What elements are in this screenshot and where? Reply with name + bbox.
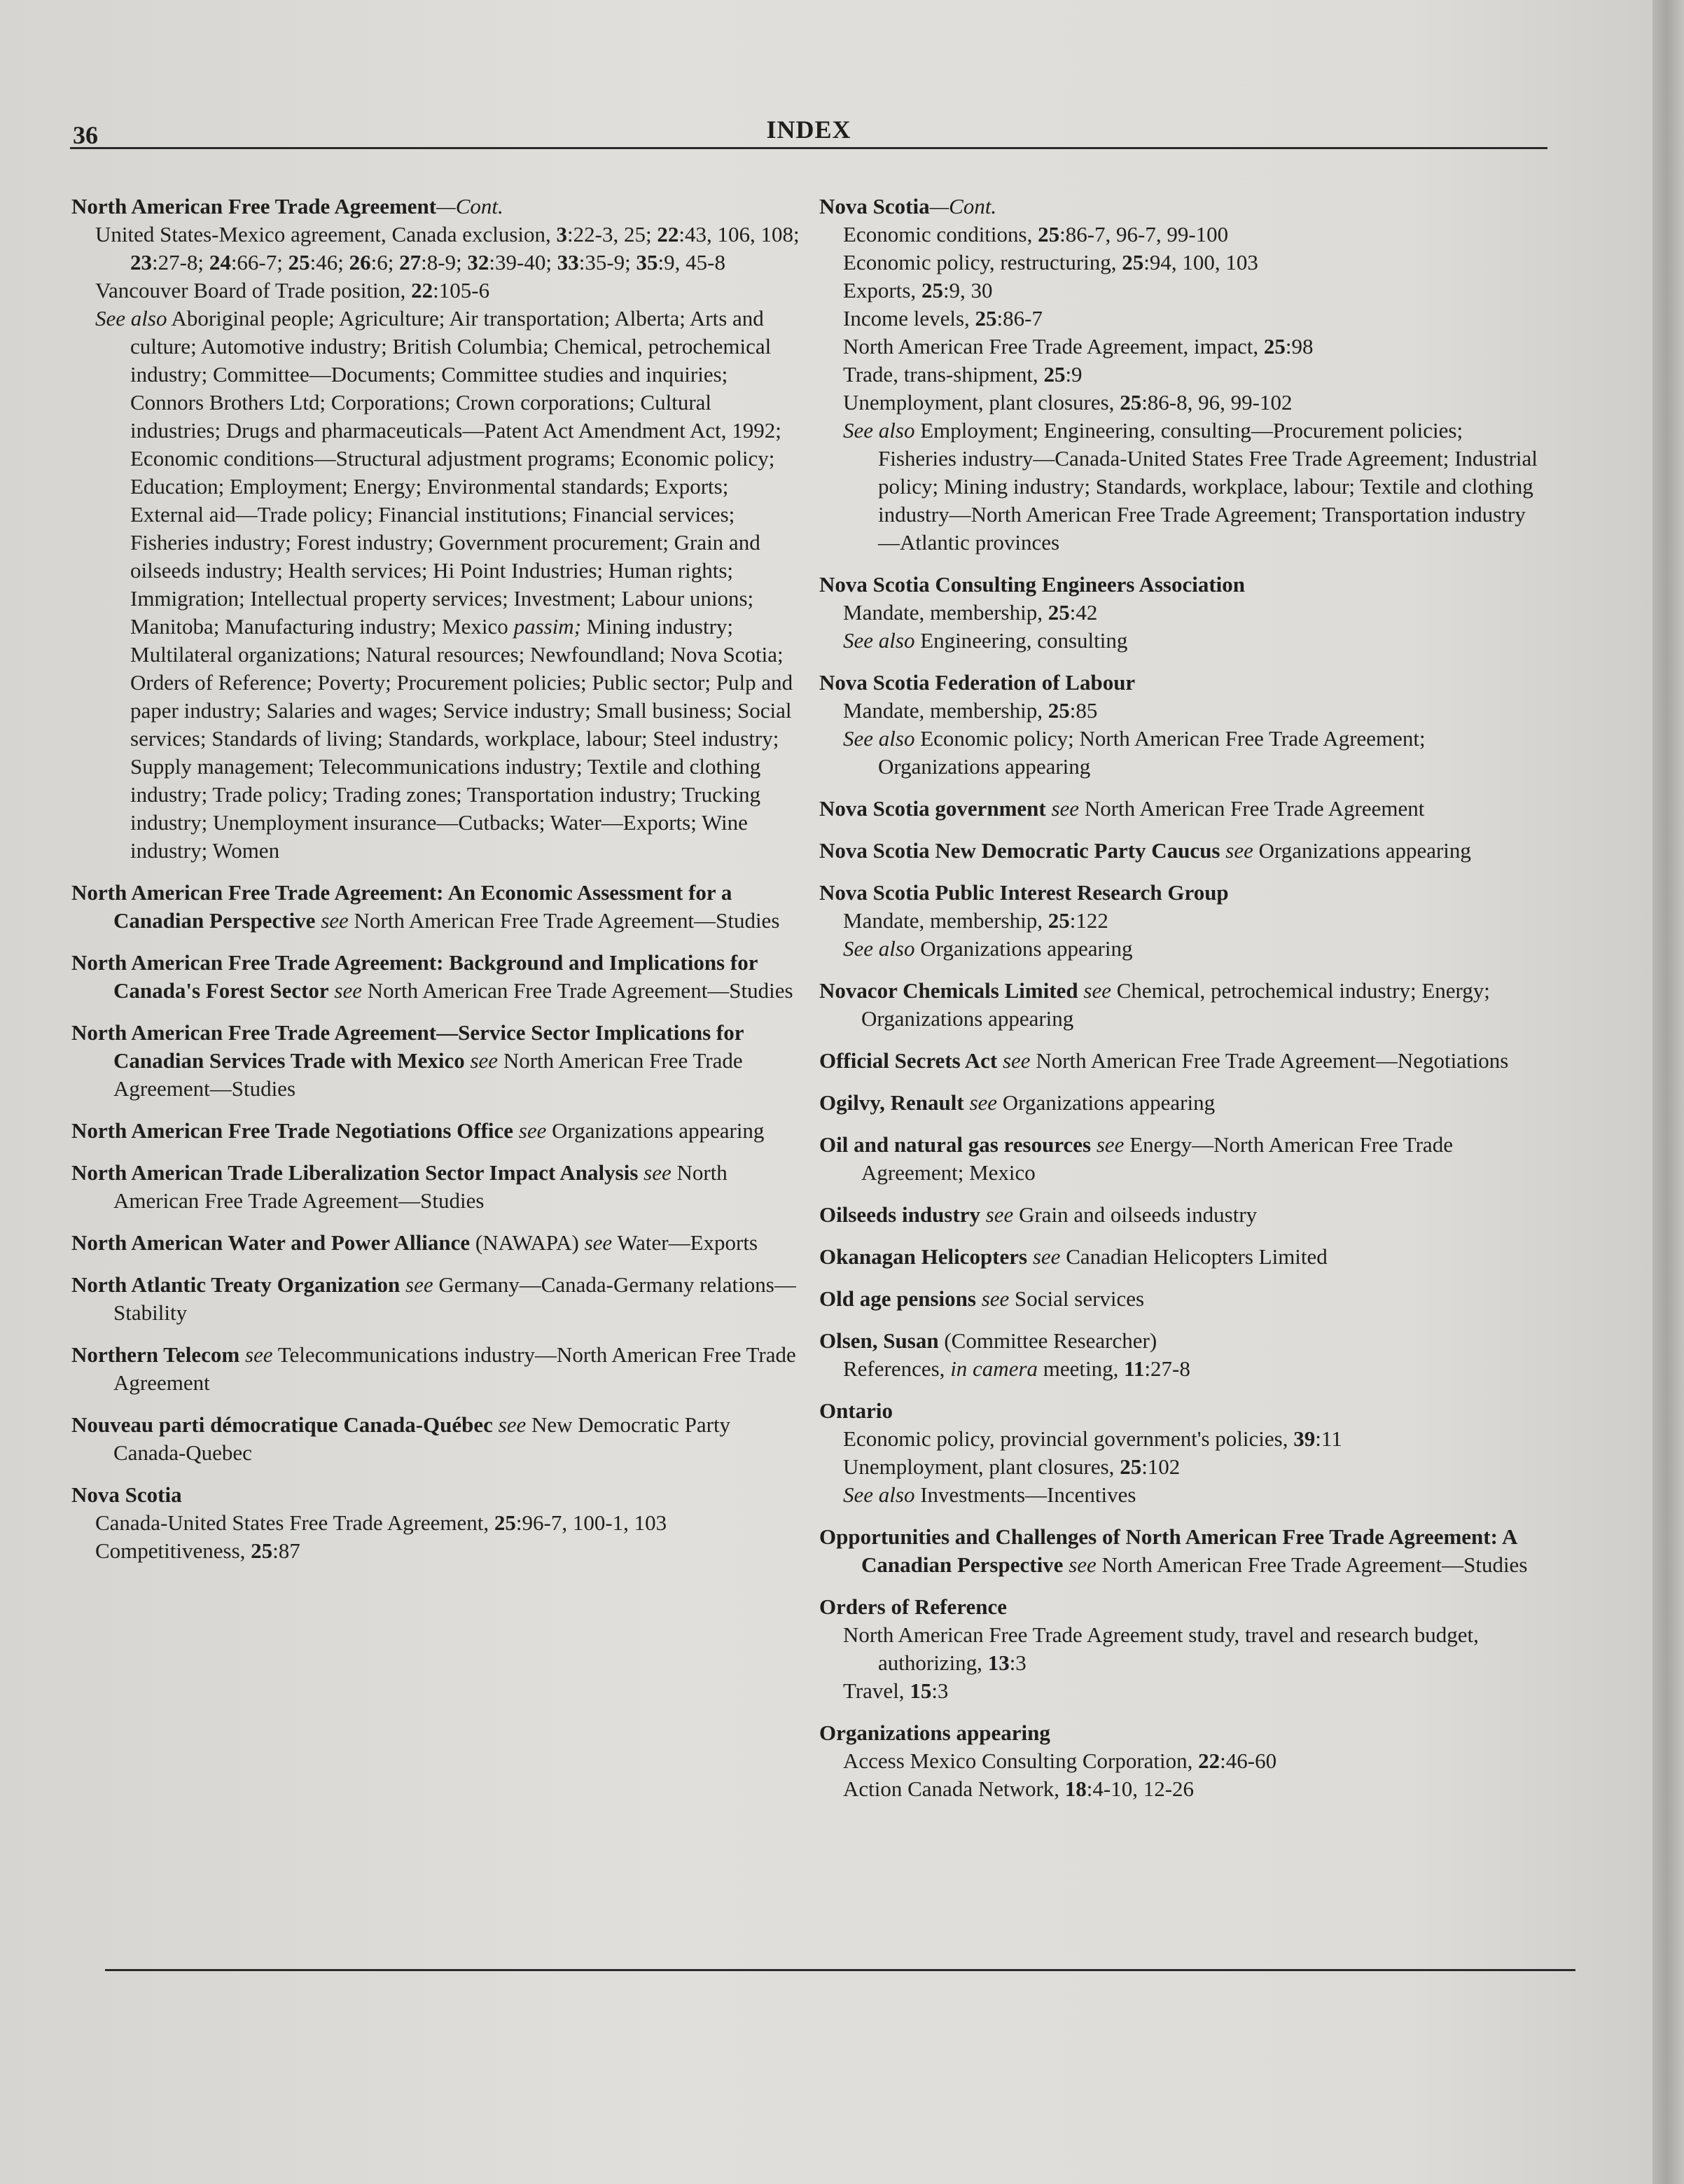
subentry-text: :8-9; <box>421 250 468 274</box>
entry-term: North American Free Trade Agreement: Background and Implications for Canada's Forest Sector <box>71 950 758 1003</box>
issue-number: 35 <box>636 250 658 274</box>
entry-term: North Atlantic Treaty Organization <box>71 1272 401 1297</box>
entry-heading <box>71 1341 803 1397</box>
subentry-text: :27-8; <box>152 250 209 274</box>
issue-number: 26 <box>349 250 371 274</box>
entry-term: North American Free Trade Agreement—Service Sector Implications for Canadian Services Trade with Mexico <box>71 1020 744 1073</box>
subentry-text: Mining industry; Multilateral organizations; Natural resources; Newfoundland; Nova Scotia; Orders of Reference; Poverty; Procurement policies; Public sector; Pulp and paper industry; Salaries and wages; Service industry; Small business; Social services; Standards of living; Standards, workplace, labour; Steel industry; Supply management; Telecommunications industry; Textile and clothing industry; Trade policy; Trading zones; Transportation industry; Trucking industry; Unemployment insurance—Cutbacks; Water—Exports; Wine industry; Women <box>130 614 793 863</box>
subentry-text: :96-7, 100-1, 103 <box>515 1510 667 1535</box>
index-entry <box>819 193 1540 557</box>
entry-heading <box>819 977 1540 1033</box>
entry-subheading <box>819 1621 1540 1677</box>
index-entry <box>71 1159 803 1215</box>
italic-text: See also <box>843 628 915 653</box>
index-entry <box>71 1117 803 1145</box>
entry-term: Nova Scotia Public Interest Research Group <box>819 880 1229 905</box>
entry-heading <box>819 1243 1540 1271</box>
subentry-text: :43, 106, 108; <box>679 222 800 246</box>
subentry-text: :27-8 <box>1144 1356 1190 1381</box>
entry-subheading <box>819 333 1540 361</box>
issue-number: 25 <box>494 1510 516 1535</box>
index-entry <box>71 193 803 865</box>
entry-heading <box>71 1019 803 1103</box>
italic-text: See also <box>843 726 915 751</box>
see-reference-label: see <box>470 1048 499 1073</box>
italic-text: passim; <box>513 614 582 639</box>
entry-heading <box>819 571 1540 599</box>
subentry-text: :86-8, 96, 99-102 <box>1141 390 1293 415</box>
see-reference-target: North American Free Trade Agreement—Studies <box>367 978 793 1003</box>
issue-number: 33 <box>557 250 579 274</box>
see-reference-target: New Democratic Party Canada-Quebec <box>113 1412 731 1465</box>
entry-subheading <box>71 305 803 865</box>
subentry-text: North American Free Trade Agreement study, travel and research budget, authorizing, <box>843 1622 1479 1675</box>
subentry-text: Action Canada Network, <box>843 1776 1065 1801</box>
entry-term: Nova Scotia <box>819 194 930 218</box>
subentry-text: Access Mexico Consulting Corporation, <box>843 1748 1199 1773</box>
entry-term: Nova Scotia Federation of Labour <box>819 670 1136 695</box>
entry-subheading <box>819 277 1540 305</box>
issue-number: 18 <box>1064 1776 1087 1801</box>
entry-term: North American Trade Liberalization Sector Impact Analysis <box>71 1160 639 1185</box>
entry-note: (Committee Researcher) <box>938 1328 1157 1353</box>
subentry-text: :6; <box>370 250 400 274</box>
subentry-text: Employment; Engineering, consulting—Procurement policies; Fisheries industry—Canada-United States Free Trade Agreement; Industrial policy; Mining industry; Standards, workplace, labour; Textile and clothing industry—North American Free Trade Agreement; Transportation industry—Atlantic provinces <box>878 418 1538 555</box>
page-edge <box>1652 0 1684 2184</box>
page-number: 36 <box>73 121 98 149</box>
entry-heading <box>71 879 803 935</box>
entry-heading <box>71 1271 803 1327</box>
subentry-text: :102 <box>1141 1454 1181 1479</box>
issue-number: 13 <box>987 1650 1010 1675</box>
see-reference-label: see <box>1225 838 1253 863</box>
entry-heading <box>819 1523 1540 1579</box>
subentry-text: Canada-United States Free Trade Agreement, <box>95 1510 494 1535</box>
index-entry <box>819 571 1540 655</box>
see-reference-target: Energy—North American Free Trade Agreement; Mexico <box>861 1132 1453 1185</box>
subentry-text: United States-Mexico agreement, Canada exclusion, <box>95 222 557 246</box>
entry-term: Nova Scotia <box>71 1482 182 1507</box>
subentry-text: Economic policy; North American Free Trade Agreement; Organizations appearing <box>878 726 1426 779</box>
issue-number: 25 <box>1048 600 1070 625</box>
entry-subheading <box>819 935 1540 963</box>
issue-number: 22 <box>1198 1748 1220 1773</box>
index-entry <box>71 949 803 1005</box>
see-reference-target: North American Free Trade Agreement <box>1084 796 1425 821</box>
see-reference-label: see <box>1096 1132 1125 1157</box>
subentry-text: :94, 100, 103 <box>1143 250 1258 274</box>
see-reference-target: Germany—Canada-Germany relations—Stability <box>113 1272 796 1325</box>
issue-number: 3 <box>556 222 568 246</box>
entry-subheading <box>71 277 803 305</box>
entry-term: Nova Scotia Consulting Engineers Association <box>819 572 1246 597</box>
italic-text: See also <box>843 1482 915 1507</box>
subentry-text: :22-3, 25; <box>567 222 657 246</box>
index-entry <box>71 1229 803 1257</box>
subentry-text: Mandate, membership, <box>843 600 1048 625</box>
see-reference-target: North American Free Trade Agreement—Negotiations <box>1036 1048 1509 1073</box>
entry-term: Organizations appearing <box>819 1720 1050 1745</box>
see-reference-label: see <box>584 1230 613 1255</box>
entry-heading <box>71 1159 803 1215</box>
italic-text: See also <box>843 418 915 443</box>
italic-text: See also <box>843 936 915 961</box>
index-entry <box>71 1411 803 1467</box>
issue-number: 23 <box>130 250 152 274</box>
entry-term: Official Secrets Act <box>819 1048 998 1073</box>
index-entry <box>819 1397 1540 1509</box>
entry-heading <box>819 1047 1540 1075</box>
issue-number: 22 <box>411 278 433 302</box>
issue-number: 25 <box>288 250 310 274</box>
entry-subheading <box>819 249 1540 277</box>
entry-term: North American Free Trade Agreement: An Economic Assessment for a Canadian Perspective <box>71 880 732 933</box>
entry-continued: —Cont. <box>929 194 997 218</box>
subentry-text: References, <box>843 1356 951 1381</box>
see-reference-label: see <box>1083 978 1111 1003</box>
subentry-text: Travel, <box>843 1678 910 1703</box>
entry-term: Ogilvy, Renault <box>819 1090 964 1115</box>
see-reference-target: Organizations appearing <box>1002 1090 1216 1115</box>
entry-term: Novacor Chemicals Limited <box>819 978 1078 1003</box>
subentry-text: Economic policy, restructuring, <box>843 250 1122 274</box>
subentry-text: Economic conditions, <box>843 222 1038 246</box>
subentry-text: North American Free Trade Agreement, impact, <box>843 334 1264 359</box>
issue-number: 25 <box>921 278 943 302</box>
subentry-text: :46-60 <box>1220 1748 1277 1773</box>
index-entry <box>819 1285 1540 1313</box>
subentry-text: :4-10, 12-26 <box>1086 1776 1195 1801</box>
see-reference-target: Canadian Helicopters Limited <box>1066 1244 1328 1269</box>
issue-number: 25 <box>1038 222 1060 246</box>
entry-subheading <box>819 1747 1540 1775</box>
entry-heading <box>819 1285 1540 1313</box>
index-entry <box>819 879 1540 963</box>
running-head: INDEX <box>766 116 851 144</box>
subentry-text: Unemployment, plant closures, <box>843 1454 1120 1479</box>
see-reference-target: North American Free Trade Agreement—Studies <box>113 1048 743 1101</box>
see-reference-label: see <box>969 1090 998 1115</box>
see-reference-target: Chemical, petrochemical industry; Energy; Organizations appearing <box>861 978 1490 1031</box>
index-entry <box>819 1131 1540 1187</box>
subentry-text: :98 <box>1285 334 1314 359</box>
subentry-text: :3 <box>931 1678 949 1703</box>
subentry-text: :9, 45-8 <box>657 250 725 274</box>
entry-subheading <box>819 1425 1540 1453</box>
subentry-text: :87 <box>272 1538 300 1563</box>
index-column-right <box>819 193 1540 1817</box>
entry-subheading <box>819 1453 1540 1481</box>
entry-heading <box>819 193 1540 221</box>
entry-term: Opportunities and Challenges of North American Free Trade Agreement: A Canadian Perspective <box>819 1524 1517 1577</box>
entry-heading <box>71 1117 803 1145</box>
entry-heading <box>71 1229 803 1257</box>
see-reference-label: see <box>1002 1048 1031 1073</box>
issue-number: 15 <box>910 1678 932 1703</box>
issue-number: 25 <box>251 1538 273 1563</box>
issue-number: 11 <box>1124 1356 1145 1381</box>
entry-heading <box>819 1131 1540 1187</box>
subentry-text: Trade, trans-shipment, <box>843 362 1044 387</box>
index-entry <box>819 1327 1540 1383</box>
entry-subheading <box>819 599 1540 627</box>
entry-heading <box>71 1481 803 1509</box>
italic-text: in camera <box>950 1356 1038 1381</box>
subentry-text: :39-40; <box>489 250 557 274</box>
subentry-text: :105-6 <box>433 278 490 302</box>
entry-continued: —Cont. <box>436 194 503 218</box>
entry-subheading <box>819 1677 1540 1705</box>
index-entry <box>819 669 1540 781</box>
entry-heading <box>819 1397 1540 1425</box>
subentry-text: meeting, <box>1038 1356 1125 1381</box>
entry-subheading <box>819 697 1540 725</box>
entry-term: Ontario <box>819 1398 893 1423</box>
subentry-text: Competitiveness, <box>95 1538 251 1563</box>
entry-term: Northern Telecom <box>71 1342 240 1367</box>
entry-heading <box>71 1411 803 1467</box>
subentry-text: :11 <box>1315 1426 1342 1451</box>
entry-heading <box>819 1201 1540 1229</box>
issue-number: 24 <box>209 250 231 274</box>
entry-term: Olsen, Susan <box>819 1328 939 1353</box>
issue-number: 25 <box>1120 390 1142 415</box>
subentry-text: :86-7, 96-7, 99-100 <box>1059 222 1229 246</box>
entry-term: Old age pensions <box>819 1286 976 1311</box>
entry-heading <box>819 879 1540 907</box>
entry-subheading <box>71 1509 803 1537</box>
entry-term: Oil and natural gas resources <box>819 1132 1092 1157</box>
see-reference-target: Social services <box>1015 1286 1145 1311</box>
entry-term: Orders of Reference <box>819 1594 1007 1619</box>
see-reference-target: Organizations appearing <box>1258 838 1471 863</box>
entry-heading <box>819 1593 1540 1621</box>
subentry-text: :35-9; <box>578 250 636 274</box>
index-entry <box>71 1341 803 1397</box>
see-reference-label: see <box>1051 796 1080 821</box>
subentry-text: Organizations appearing <box>914 936 1133 961</box>
subentry-text: :9, 30 <box>942 278 993 302</box>
italic-text: See also <box>95 306 167 331</box>
subentry-text: :46; <box>309 250 349 274</box>
subentry-text: :85 <box>1069 698 1098 723</box>
subentry-text: Income levels, <box>843 306 975 331</box>
subentry-text: :86-7 <box>996 306 1043 331</box>
entry-subheading <box>819 305 1540 333</box>
subentry-text: :9 <box>1065 362 1083 387</box>
issue-number: 25 <box>975 306 997 331</box>
entry-heading <box>819 837 1540 865</box>
index-entry <box>819 1719 1540 1803</box>
entry-heading <box>819 1327 1540 1355</box>
entry-term: Nova Scotia government <box>819 796 1046 821</box>
subentry-text: Unemployment, plant closures, <box>843 390 1120 415</box>
subentry-text: Economic policy, provincial government's policies, <box>843 1426 1294 1451</box>
see-reference-target: North American Free Trade Agreement—Studies <box>354 908 780 933</box>
entry-term: North American Free Trade Negotiations Office <box>71 1118 514 1143</box>
see-reference-label: see <box>1032 1244 1061 1269</box>
subentry-text: :42 <box>1069 600 1098 625</box>
issue-number: 25 <box>1043 362 1066 387</box>
index-entry <box>819 1047 1540 1075</box>
issue-number: 25 <box>1048 908 1070 933</box>
index-entry <box>819 795 1540 823</box>
index-entry <box>819 1243 1540 1271</box>
see-reference-target: Water—Exports <box>617 1230 758 1255</box>
index-entry <box>71 1271 803 1327</box>
entry-term: North American Water and Power Alliance <box>71 1230 471 1255</box>
subentry-text: :3 <box>1009 1650 1027 1675</box>
see-reference-label: see <box>985 1202 1014 1227</box>
subentry-text: Investments—Incentives <box>914 1482 1136 1507</box>
issue-number: 25 <box>1263 334 1286 359</box>
subentry-text: Exports, <box>843 278 921 302</box>
entry-subheading <box>819 627 1540 655</box>
index-column-left <box>71 193 803 1579</box>
see-reference-label: see <box>643 1160 671 1185</box>
subentry-text: Vancouver Board of Trade position, <box>95 278 412 302</box>
see-reference-target: Telecommunications industry—North American Free Trade Agreement <box>113 1342 796 1395</box>
entry-subheading <box>819 907 1540 935</box>
issue-number: 22 <box>657 222 679 246</box>
entry-subheading <box>819 1481 1540 1509</box>
see-reference-target: North American Free Trade Agreement—Studies <box>1101 1552 1528 1577</box>
subentry-text: :66-7; <box>230 250 288 274</box>
issue-number: 39 <box>1293 1426 1316 1451</box>
subentry-text: Engineering, consulting <box>914 628 1128 653</box>
see-reference-label: see <box>498 1412 527 1437</box>
issue-number: 25 <box>1122 250 1144 274</box>
entry-heading <box>71 949 803 1005</box>
see-reference-label: see <box>405 1272 433 1297</box>
entry-subheading <box>819 1355 1540 1383</box>
entry-term: Nouveau parti démocratique Canada-Québec <box>71 1412 493 1437</box>
entry-heading <box>819 1719 1540 1747</box>
entry-heading <box>819 669 1540 697</box>
subentry-text: Mandate, membership, <box>843 908 1048 933</box>
entry-term: North American Free Trade Agreement <box>71 194 437 218</box>
entry-note: (NAWAPA) <box>470 1230 579 1255</box>
issue-number: 25 <box>1120 1454 1142 1479</box>
subentry-text: Aboriginal people; Agriculture; Air transportation; Alberta; Arts and culture; Automotive industry; British Columbia; Chemical, petrochemical industry; Committee—Documents; Committee studies and inquiries; Connors Brothers Ltd; Corporations; Crown corporations; Cultural industries; Drugs and pharmaceuticals—Patent Act Amendment Act, 1992; Economic conditions—Structural adjustment programs; Economic policy; Education; Employment; Energy; Environmental standards; Exports; External aid—Trade policy; Financial institutions; Financial services; Fisheries industry; Forest industry; Government procurement; Grain and oilseeds industry; Health services; Hi Point Industries; Human rights; Immigration; Intellectual property services; Investment; Labour unions; Manitoba; Manufacturing industry; Mexico <box>130 306 781 639</box>
issue-number: 25 <box>1048 698 1070 723</box>
entry-term: Nova Scotia New Democratic Party Caucus <box>819 838 1220 863</box>
entry-heading <box>819 1089 1540 1117</box>
index-entry <box>71 879 803 935</box>
see-reference-target: Grain and oilseeds industry <box>1019 1202 1258 1227</box>
entry-subheading <box>819 417 1540 557</box>
entry-term: Oilseeds industry <box>819 1202 980 1227</box>
index-entry <box>71 1481 803 1565</box>
see-reference-label: see <box>981 1286 1010 1311</box>
entry-subheading <box>819 389 1540 417</box>
see-reference-label: see <box>321 908 349 933</box>
index-entry <box>819 1201 1540 1229</box>
entry-subheading <box>819 725 1540 781</box>
entry-subheading <box>819 361 1540 389</box>
index-entry <box>819 977 1540 1033</box>
footer-rule <box>105 1969 1575 1971</box>
subentry-text: :122 <box>1069 908 1108 933</box>
issue-number: 32 <box>467 250 489 274</box>
entry-heading <box>71 193 803 221</box>
see-reference-label: see <box>334 978 363 1003</box>
entry-heading <box>819 795 1540 823</box>
issue-number: 27 <box>399 250 422 274</box>
entry-term: Okanagan Helicopters <box>819 1244 1028 1269</box>
subentry-text: Mandate, membership, <box>843 698 1048 723</box>
see-reference-target: Organizations appearing <box>552 1118 765 1143</box>
see-reference-label: see <box>244 1342 273 1367</box>
index-entry <box>71 1019 803 1103</box>
see-reference-label: see <box>1069 1552 1097 1577</box>
entry-subheading <box>71 1537 803 1565</box>
entry-subheading <box>819 221 1540 249</box>
entry-subheading <box>819 1775 1540 1803</box>
see-reference-target: North American Free Trade Agreement—Studies <box>113 1160 728 1213</box>
index-entry <box>819 1089 1540 1117</box>
index-entry <box>819 837 1540 865</box>
see-reference-label: see <box>518 1118 547 1143</box>
page-header <box>70 112 1547 149</box>
index-entry <box>819 1593 1540 1705</box>
entry-subheading <box>71 221 803 277</box>
index-entry <box>819 1523 1540 1579</box>
